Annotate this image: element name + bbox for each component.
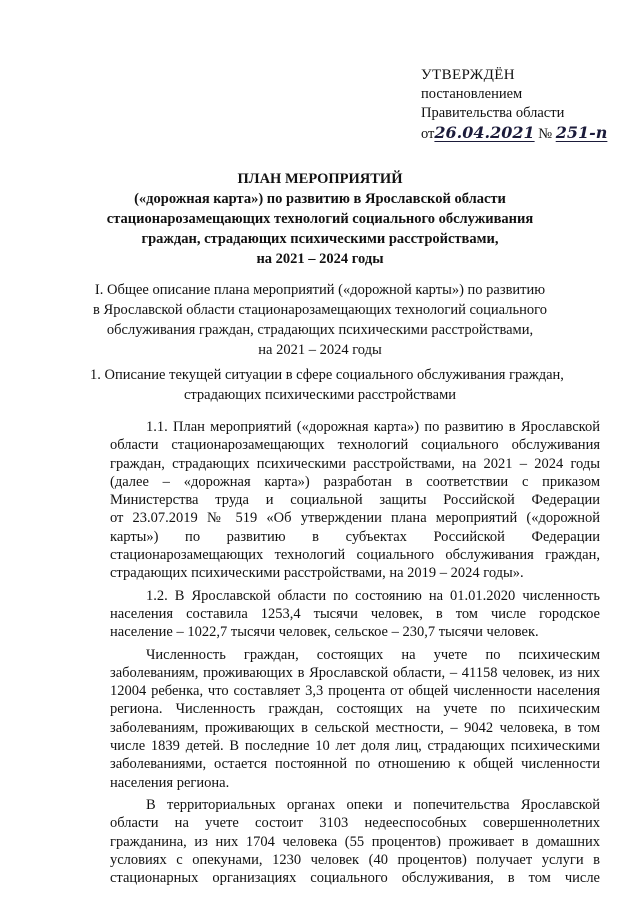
section-heading-1 <box>90 280 550 360</box>
text-line: числе 1839 детей. В последние 10 лет доля лиц, страдающих психическими <box>110 738 600 755</box>
text-line: карты») по развитию в субъектах Российской Федерации <box>110 528 600 545</box>
text-line: области на учете состоит 3103 недееспособных совершеннолетних <box>110 815 600 832</box>
text-line: области стационарозамещающих технологий социального обслуживания <box>110 437 600 454</box>
title-line: («дорожная карта») по развитию в Ярославской области <box>134 191 506 207</box>
text-line: заболеваниями, остается постоянной по отношению к общей численности <box>110 756 600 773</box>
section-heading-line: в Ярославской области стационарозамещающих технологий социального <box>93 302 547 318</box>
paragraph-1-1 <box>110 418 600 583</box>
section-heading-line: I. Общее описание плана мероприятий («дорожной карты») по развитию <box>94 282 546 298</box>
approval-date-line <box>421 123 631 144</box>
text-line: заболеваниям, проживающих в Ярославской области, – 41158 человек, из них <box>110 664 600 681</box>
paragraph-1-2 <box>110 587 600 642</box>
paragraph-population <box>110 646 600 792</box>
subsection-heading-line: 1. Описание текущей ситуации в сфере социального обслуживания граждан, <box>90 367 564 383</box>
text-line: 12004 ребенка, что составляет 3,3 процента от общей численности населения <box>110 683 600 700</box>
text-line: Численность граждан, состоящих на учете по психическим <box>146 646 600 663</box>
text-line: заболеваниям, проживающих в сельской местности, – 9042 человека, в том <box>110 719 600 736</box>
text-line: 1.2. В Ярославской области по состоянию на 01.01.2020 численность <box>146 587 600 604</box>
section-heading-line: обслуживания граждан, страдающих психическими расстройствами, <box>106 322 534 338</box>
text-line: (далее – «дорожная карта») разработан в соответствии с приказом <box>110 473 600 490</box>
document-body <box>110 418 600 891</box>
approval-heading: УТВЕРЖДЁН <box>421 67 516 83</box>
handwritten-number: 251-п <box>555 123 608 142</box>
text-line: стационарозамещающих технологий социального обслуживания граждан, <box>110 547 600 564</box>
title-line: стационарозамещающих технологий социального обслуживания <box>106 211 534 227</box>
title-line: ПЛАН МЕРОПРИЯТИЙ <box>237 171 403 187</box>
text-line: региона. Численность граждан, состоящих на учете по психическим <box>110 701 600 718</box>
approval-line-2: Правительства области <box>421 105 565 121</box>
paragraph-guardianship <box>110 796 600 887</box>
text-line: стационарных организациях социального обслуживания, в том числе <box>110 870 600 887</box>
approval-line-1: постановлением <box>421 86 523 102</box>
text-line: 1.1. План мероприятий («дорожная карта») по развитию в Ярославской <box>146 419 600 435</box>
date-prefix: от <box>421 126 435 142</box>
title-line: на 2021 – 2024 годы <box>256 251 384 267</box>
text-line: населения региона. <box>110 774 230 791</box>
text-line: населения составила 1253,4 тысячи человек, в том числе городское <box>110 605 600 622</box>
title-line: граждан, страдающих психическими расстройствами, <box>141 231 499 247</box>
text-line: условиях с опекунами, 1230 человек (40 процентов) получает услуги в <box>110 851 600 868</box>
text-line: страдающих психическими расстройствами, на 2019 – 2024 годы». <box>110 565 524 582</box>
subsection-heading-line: страдающих психическими расстройствами <box>183 387 457 403</box>
subsection-heading-1 <box>90 365 564 405</box>
document-title <box>100 169 540 269</box>
text-line: Министерства труда и социальной защиты Российской Федерации <box>110 492 600 509</box>
text-line: от 23.07.2019 № 519 «Об утверждении плана мероприятий («дорожной <box>110 510 600 527</box>
approval-block <box>421 66 631 144</box>
text-line: гражданина, из них 1704 человека (55 процентов) проживает в домашних <box>110 833 600 850</box>
text-line: население – 1022,7 тысячи человек, сельское – 230,7 тысячи человек. <box>110 624 539 641</box>
text-line: граждан, страдающих психическими расстройствами, на 2021 – 2024 годы <box>110 455 600 472</box>
handwritten-date: 26.04.2021 <box>434 123 535 142</box>
section-heading-line: на 2021 – 2024 годы <box>258 342 382 358</box>
number-prefix: № <box>538 126 553 142</box>
text-line: В территориальных органах опеки и попечительства Ярославской <box>146 796 600 813</box>
